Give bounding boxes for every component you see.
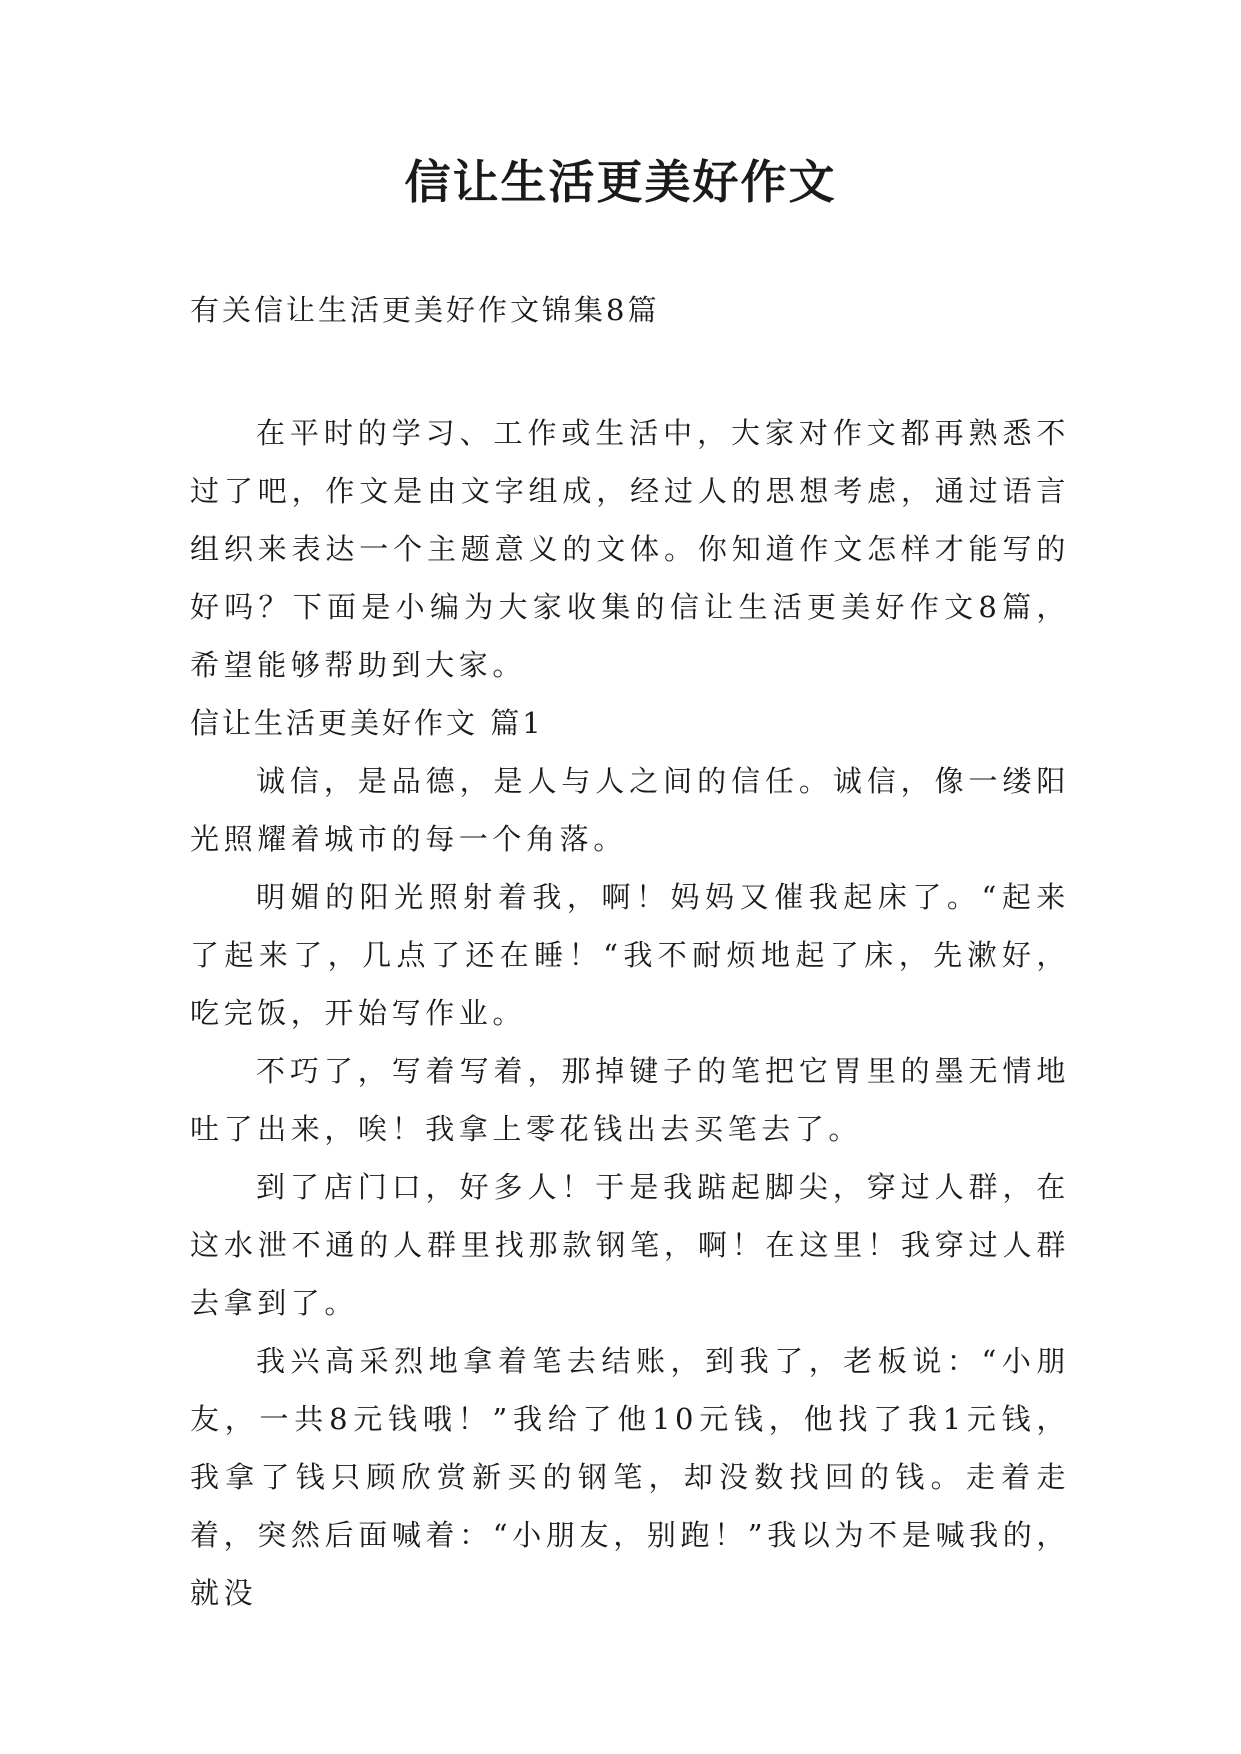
section-heading: 信让生活更美好作文 篇1 bbox=[190, 706, 544, 740]
body-paragraph: 明媚的阳光照射着我，啊！妈妈又催我起床了。“起来了起来了，几点了还在睡！“我不耐烦地起了床，先漱好，吃完饭，开始写作业。 bbox=[190, 880, 1070, 1030]
document-body bbox=[190, 404, 1070, 1622]
document-title: 信让生活更美好作文 bbox=[404, 155, 837, 209]
body-paragraph: 诚信，是品德，是人与人之间的信任。诚信，像一缕阳光照耀着城市的每一个角落。 bbox=[190, 764, 1070, 856]
intro-paragraph: 在平时的学习、工作或生活中，大家对作文都再熟悉不过了吧，作文是由文字组成，经过人的思想考虑，通过语言组织来表达一个主题意义的文体。你知道作文怎样才能写的好吗？下面是小编为大家收集的信让生活更美好作文8篇，希望能够帮助到大家。 bbox=[190, 416, 1070, 682]
document-subtitle: 有关信让生活更美好作文锦集8篇 bbox=[190, 293, 660, 327]
body-paragraph: 到了店门口，好多人！于是我踮起脚尖，穿过人群，在这水泄不通的人群里找那款钢笔，啊！在这里！我穿过人群去拿到了。 bbox=[190, 1170, 1070, 1320]
body-paragraph: 不巧了，写着写着，那掉键子的笔把它胃里的墨无情地吐了出来，唉！我拿上零花钱出去买笔去了。 bbox=[190, 1054, 1070, 1146]
body-paragraph: 我兴高采烈地拿着笔去结账，到我了，老板说：“小朋友，一共8元钱哦！”我给了他10元钱，他找了我1元钱，我拿了钱只顾欣赏新买的钢笔，却没数找回的钱。走着走着，突然后面喊着：“小朋友，别跑！”我以为不是喊我的，就没 bbox=[190, 1344, 1070, 1610]
